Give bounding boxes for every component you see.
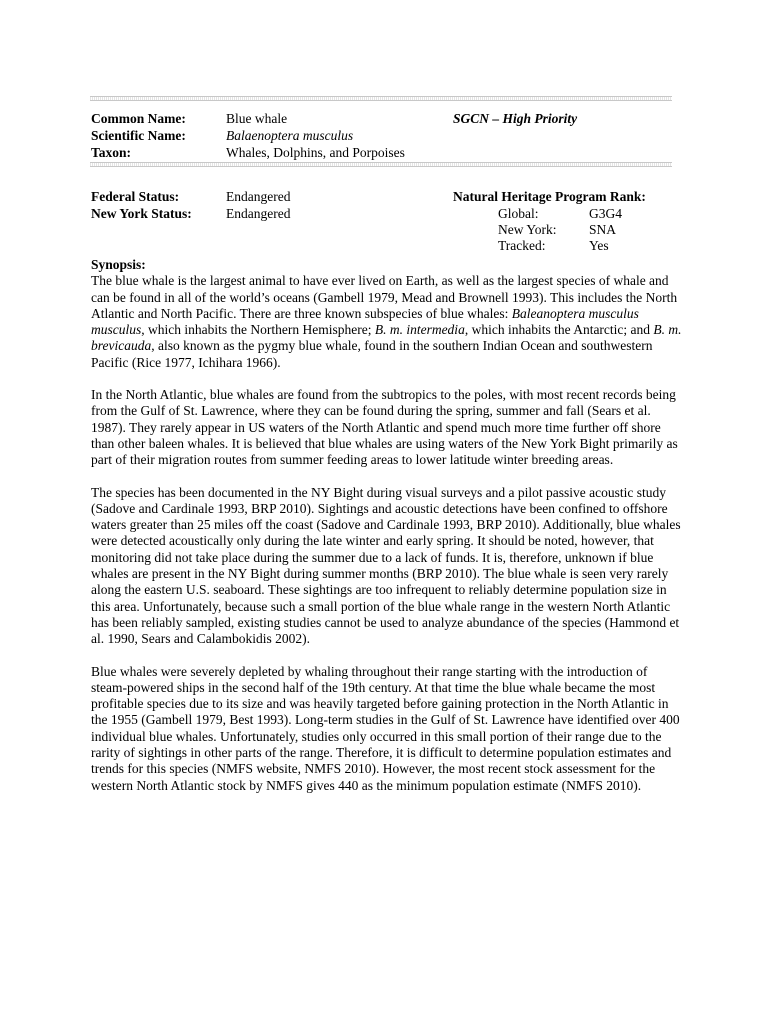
federal-status-label: Federal Status:	[91, 189, 180, 204]
p1-subspecies-3: B. m. brevicauda	[91, 322, 682, 354]
common-name-label: Common Name:	[91, 111, 186, 126]
p1-text-e: , which inhabits the Antarctic; and	[464, 322, 654, 338]
synopsis-paragraph-4: Blue whales were severely depleted by whaling throughout their range starting with the introduction of steam-powered ships in the second half of the 19th century. At that time the blue whale became the most profitable species due to its size and was heavily targeted before gaining protection in the North Atlantic in the 1955 (Gambell 1979, Best 1993). Long-term studies in the Gulf of St. Lawrence have identified over 400 individual blue whales. Unfortunately, studies only occurred in this small portion of their range due to the rarity of sightings in other parts of the range. Therefore, it is difficult to determine population estimates and trends for this species (NMFS website, NMFS 2010). However, the most recent stock assessment for the western North Atlantic stock by NMFS gives 440 as the minimum population estimate (NMFS 2010).	[91, 663, 680, 793]
common-name-value: Blue whale	[226, 111, 288, 126]
scientific-name-label: Scientific Name:	[91, 128, 186, 143]
priority-label: SGCN – High Priority	[453, 111, 578, 126]
synopsis-section	[91, 257, 683, 810]
rank-newyork-label: New York:	[498, 222, 557, 237]
rank-global-value: G3G4	[589, 206, 622, 221]
p1-subspecies-1: Baleanoptera musculus musculus	[91, 305, 639, 338]
rank-global-label: Global:	[498, 206, 539, 221]
rank-tracked-label: Tracked:	[498, 238, 546, 253]
scientific-name-value: Balaenoptera musculus	[226, 128, 354, 143]
p1-text-g: , also known as the pygmy blue whale, found in the southern Indian Ocean and southwestern Pacific (Rice 1977, Ichihara 1966).	[91, 338, 653, 370]
synopsis-paragraph-3: The species has been documented in the NY Bight during visual surveys and a pilot passive acoustic study (Sadove and Cardinale 1993, BRP 2010). Sightings and acoustic detections have been confined to offshore waters greater than 25 miles off the coast (Sadove and Cardinale 1993, BRP 2010). Additionally, blue whales were detected acoustically only during the late winter and early spring. It should be noted, however, that monitoring did not take place during the summer due to a lack of funds. It is, therefore, unknown if blue whales are present in the NY Bight during summer months (BRP 2010). The blue whale is seen very rarely along the eastern U.S. seaboard. These sightings are too infrequent to reliably determine population size in this area. Unfortunately, because such a small portion of the blue whale range in the western North Atlantic has been reliably sampled, existing studies cannot be used to analyze abundance of the species (Hammond et al. 1990, Sears and Calambokidis 2002).	[91, 484, 681, 647]
p1-text-c: , which inhabits the Northern Hemisphere;	[141, 322, 375, 338]
synopsis-heading: Synopsis:	[91, 257, 146, 272]
middle-divider	[90, 162, 672, 167]
top-divider	[90, 96, 672, 101]
synopsis-paragraph-2: In the North Atlantic, blue whales are found from the subtropics to the poles, with most recent records being from the Gulf of St. Lawrence, where they can be found during the spring, summer and fall (Sears et al. 1987). They rarely appear in US waters of the North Atlantic and spend much more time further off shore than other baleen whales. It is believed that blue whales are using waters of the New York Bight primarily as part of their migration routes from summer feeding areas to lower latitude winter breeding areas.	[91, 387, 678, 468]
federal-status-value: Endangered	[226, 189, 291, 204]
taxon-label: Taxon:	[91, 145, 132, 160]
ny-status-value: Endangered	[226, 206, 291, 221]
nhp-rank-title: Natural Heritage Program Rank:	[453, 189, 646, 204]
ny-status-label: New York Status:	[91, 206, 192, 221]
synopsis-paragraph-1	[91, 273, 683, 371]
p1-subspecies-2: B. m. intermedia	[374, 322, 465, 338]
rank-tracked-value: Yes	[589, 238, 609, 253]
rank-newyork-value: SNA	[589, 222, 617, 237]
p1-text-a: The blue whale is the largest animal to have ever lived on Earth, as well as the largest species of whale and can be found in all of the world’s oceans (Gambell 1979, Mead and Brownell 1993). This includes the North Atlantic and North Pacific. There are three known subspecies of blue whales:	[91, 273, 678, 321]
taxon-value: Whales, Dolphins, and Porpoises	[226, 145, 405, 160]
